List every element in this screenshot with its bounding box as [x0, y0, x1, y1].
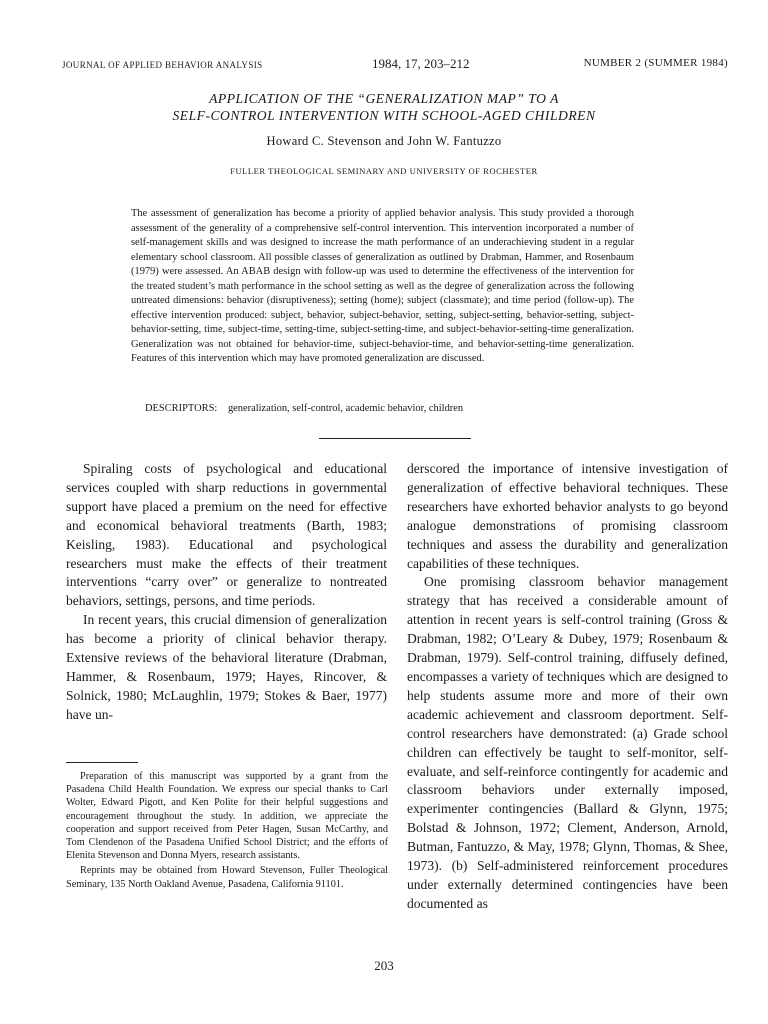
descriptors: [145, 403, 625, 414]
title-line-1: APPLICATION OF THE “GENERALIZATION MAP” TO A: [209, 91, 559, 106]
issue-info: NUMBER 2 (SUMMER 1984): [583, 57, 728, 69]
citation: 1984, 17, 203–212: [372, 56, 470, 71]
footnote: Reprints may be obtained from Howard Stevenson, Fuller Theological Seminary, 135 North Oakland Avenue, Pasadena, California 91101.: [66, 865, 388, 890]
abstract-text: The assessment of generalization has become a priority of applied behavior analysis. This study provided a thorough assessment of the generality of a comprehensive self-control intervention. This intervention incorporated a number of self-management skills and was designed to increase the math performance of an underachieving student in a regular elementary school classroom. All possible classes of generalization as outlined by Drabman, Hammer, and Rosenbaum (1979) were assessed. An ABAB design with follow-up was used to determine the effectiveness of the intervention for the treated student’s math performance in the school setting as well as the degree of generalization across the following untreated dimensions: behavior (disruptiveness); setting (home); subject (classmate); and time period (follow-up). The effective intervention produced: subject, behavior, subject-behavior, setting, subject-setting, behavior-setting, subject-behavior-setting, time, subject-time, setting-time, subject-setting-time, and subject-behavior-setting-time generalization. Generalization was not obtained for behavior-time, subject-behavior-time, and behavior-setting-time generalization. Features of this intervention which may have promoted generalization are discussed.: [131, 208, 634, 365]
descriptors-label: DESCRIPTORS:: [145, 403, 218, 414]
body-paragraph: In recent years, this crucial dimension of generalization has become a priority of clinical behavior therapy. Extensive reviews of the behavioral literature (Drabman, Hammer, & Rosenbaum, 1979; Hayes, Rincover, & Solnick, 1980; McLaughlin, 1979; Stokes & Baer, 1977) have un-: [66, 612, 387, 722]
body-paragraph: One promising classroom behavior management strategy that has received a considerable amount of attention in recent years is self-control training (Gross & Drabman, 1982; O’Leary & Dubey, 1979; Rosenbaum & Drabman, 1979). Self-control training, diffusely defined, encompasses a variety of techniques which are designed to help students assume more and more of their own academic achievement and classroom deportment. Self-control researchers have demonstrated: (a) Grade school children can effectively be taught to self-monitor, self-evaluate, and self-reinforce contingently for academic and classroom behaviors under externally imposed, experimenter contingencies (Ballard & Glynn, 1975; Bolstad & Johnson, 1972; Clement, Anderson, Arnold, Butman, Fantuzzo, & May, 1978; Glynn, Thomas, & Shee, 1973). (b) Self-administered reinforcement procedures under externally determined contingencies have been documented as: [407, 574, 728, 911]
article-title: [0, 90, 768, 124]
footnote-rule: [66, 762, 138, 763]
page-number: 203: [374, 958, 394, 973]
authors: Howard C. Stevenson and John W. Fantuzzo: [266, 134, 502, 148]
footnote: Preparation of this manuscript was supported by a grant from the Pasadena Child Health Foundation. We express our special thanks to Carl Wolter, Edward Pigott, and Ken Polite for their helpful suggestions and encouragement throughout the study. In addition, we appreciate the cooperation and support received from Peter Hagen, Susan McCarthy, and Tom Clendenon of the Pasadena Unified School District; and the efforts of Elenita Stevenson and Donna Myers, research assistants.: [66, 771, 388, 862]
body-paragraph: derscored the importance of intensive investigation of generalization of effective behavioral techniques. These researchers have exhorted behavior analysts to go beyond analogue demonstrations of promising classroom techniques and assess the durability and generalization capabilities of these techniques.: [407, 461, 728, 571]
left-column: [66, 460, 387, 725]
affiliation: FULLER THEOLOGICAL SEMINARY AND UNIVERSITY OF ROCHESTER: [230, 166, 538, 176]
abstract: [131, 207, 634, 367]
body-paragraph: Spiraling costs of psychological and educational services coupled with sharp reductions in governmental support have placed a premium on the need for effective and economical behavioral treatments (Barth, 1983; Keisling, 1983). Educational and psychological researchers must make the effects of their treatment interventions “carry over” or generalize to nontreated behaviors, settings, persons, and time periods.: [66, 461, 387, 609]
right-column: [407, 460, 728, 914]
title-line-2: SELF-CONTROL INTERVENTION WITH SCHOOL-AGED CHILDREN: [172, 108, 596, 123]
footnotes: [66, 770, 388, 891]
running-header: [62, 56, 728, 74]
journal-name: JOURNAL OF APPLIED BEHAVIOR ANALYSIS: [62, 60, 263, 70]
section-divider: [319, 438, 471, 439]
descriptors-terms: generalization, self-control, academic behavior, children: [227, 403, 464, 414]
